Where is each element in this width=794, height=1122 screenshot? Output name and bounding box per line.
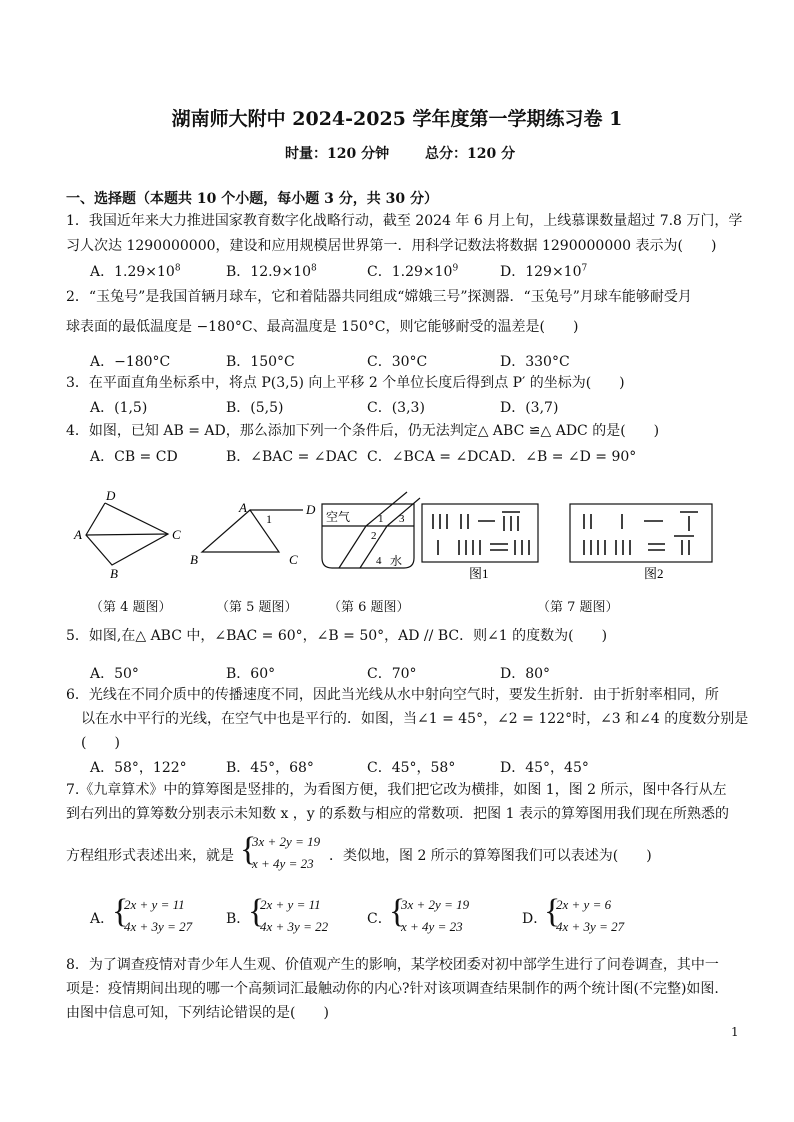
q8-line1: 8．为了调查疫情对青少年人生观、价值观产生的影响，某学校团委对初中部学生进行了问卷调查，其中一 bbox=[66, 957, 719, 973]
q1-option-b: B．$12.9\times 10^8$ bbox=[226, 263, 317, 280]
time-label: 时量：120 分钟 bbox=[285, 146, 390, 162]
q1-line1: 1．我国近年来大力推进国家教育数字化战略行动，截至 2024 年 6 月上旬，上线慕课数量超过 7.8 万门，学 bbox=[66, 213, 743, 229]
q1-option-c: C．$1.29\times 10^9$ bbox=[367, 263, 459, 280]
fig4-label-a: A bbox=[74, 527, 82, 542]
fig6-angle-4: 4 bbox=[376, 555, 382, 567]
fig7-figure1-rods bbox=[422, 504, 538, 562]
q7-option-d-brace: { bbox=[544, 893, 561, 930]
q2-line2: 球表面的最低温度是 −180°C、最高温度是 150°C，则它能够耐受的温差是( ) bbox=[66, 319, 579, 335]
fig7-label-1: 图1 bbox=[469, 566, 489, 581]
fig4-label-b: B bbox=[110, 566, 118, 581]
fig6-angle-1: 1 bbox=[378, 513, 384, 525]
q7-line1: 7.《九章算术》中的算筹图是竖排的，为看图方便，我们把它改为横排，如图 1，图 2 所示，图中各行从左 bbox=[66, 782, 727, 798]
q7-option-a-eq1: 2x + y = 11 bbox=[124, 897, 185, 912]
q6-option-d: D．45°，45° bbox=[500, 760, 589, 776]
q7-line3b: ．类似地，图 2 所示的算筹图我们可以表述为( ) bbox=[329, 848, 652, 864]
q7-option-d-eq2: 4x + 3y = 27 bbox=[556, 919, 625, 934]
q5-option-c: C．70° bbox=[367, 666, 417, 682]
q7-option-b-eq2: 4x + 3y = 22 bbox=[260, 919, 329, 934]
q6-line3: ( ) bbox=[81, 735, 120, 751]
fig4-label-c: C bbox=[172, 527, 181, 542]
q2-option-c: C．30°C bbox=[367, 354, 428, 370]
section-heading: 一、选择题（本题共 10 个小题，每小题 3 分，共 30 分） bbox=[66, 191, 438, 207]
fig5-label-a: A bbox=[239, 500, 247, 515]
figures-row bbox=[60, 484, 740, 584]
q3-option-b: B．(5,5) bbox=[226, 400, 284, 416]
q7-main-brace: { bbox=[240, 831, 257, 868]
q7-option-a-eq2: 4x + 3y = 27 bbox=[124, 919, 193, 934]
q7-line2: 到右列出的算筹数分别表示未知数 x ，y 的系数与相应的常数项．把图 1 表示的算筹图用我们现在所熟悉的 bbox=[66, 806, 729, 822]
fig5-label-b: B bbox=[190, 552, 198, 567]
fig4-label-d: D bbox=[106, 488, 116, 503]
q7-option-d-eq1: 2x + y = 6 bbox=[556, 897, 612, 912]
q4-line1: 4．如图，已知 AB = AD，那么添加下列一个条件后，仍无法判定△ ABC ≌△ ADC 的是( ) bbox=[66, 423, 660, 439]
fig7-figure2-rods bbox=[570, 504, 712, 562]
q1-line2: 习人次达 1290000000，建设和应用规模居世界第一．用科学记数法将数据 1290000000 表示为( ) bbox=[66, 238, 717, 254]
q4-option-a: A．CB = CD bbox=[90, 449, 178, 465]
q7-option-c-eq1: 3x + 2y = 19 bbox=[401, 897, 470, 912]
fig7-label-2: 图2 bbox=[644, 566, 664, 581]
q5-option-b: B．60° bbox=[226, 666, 276, 682]
fig5-label-c: C bbox=[289, 552, 298, 567]
fig4-kite bbox=[86, 503, 168, 565]
q6-line1: 6．光线在不同介质中的传播速度不同，因此当光线从水中射向空气时，要发生折射．由于折射率相同，所 bbox=[66, 687, 719, 703]
page-number: 1 bbox=[731, 1025, 739, 1039]
q7-option-c-label: C． bbox=[367, 911, 392, 927]
caption-fig5: （第 5 题图） bbox=[216, 600, 298, 615]
q6-option-c: C．45°，58° bbox=[367, 760, 456, 776]
q2-option-a: A．−180°C bbox=[90, 354, 171, 370]
fig5-label-d: D bbox=[306, 502, 316, 517]
q7-option-d-label: D． bbox=[522, 911, 548, 927]
q3-option-a: A．(1,5) bbox=[90, 400, 148, 416]
q7-option-b-label: B． bbox=[226, 911, 251, 927]
q4-option-d: D．∠B = ∠D = 90° bbox=[500, 449, 637, 465]
q6-option-a: A．58°，122° bbox=[90, 760, 187, 776]
q7-option-b-brace: { bbox=[248, 893, 265, 930]
fig6-angle-3: 3 bbox=[399, 513, 405, 525]
q5-option-a: A．50° bbox=[90, 666, 139, 682]
q5-option-d: D．80° bbox=[500, 666, 551, 682]
q8-line2: 项是：疫情期间出现的哪一个高频词汇最触动你的内心?针对该项调查结果制作的两个统计图(不完整)如图. bbox=[66, 981, 719, 997]
q2-option-d: D．330°C bbox=[500, 354, 570, 370]
fig6-angle-2: 2 bbox=[371, 530, 377, 542]
q7-option-c-brace: { bbox=[389, 893, 406, 930]
q3-option-d: D．(3,7) bbox=[500, 400, 559, 416]
caption-fig6: （第 6 题图） bbox=[328, 600, 410, 615]
fig6-water-label: 水 bbox=[390, 554, 403, 568]
q1-option-a: A．$1.29\times 10^8$ bbox=[90, 263, 181, 280]
q7-option-a-label: A． bbox=[90, 911, 115, 927]
q2-line1: 2．“玉兔号”是我国首辆月球车，它和着陆器共同组成“嫦娥三号”探测器．“玉兔号”月球车能够耐受月 bbox=[66, 289, 692, 305]
q4-option-b: B．∠BAC = ∠DAC bbox=[226, 449, 358, 465]
score-label: 总分：120 分 bbox=[425, 146, 516, 162]
q7-main-eq2: x + 4y = 23 bbox=[252, 856, 314, 871]
q6-option-b: B．45°，68° bbox=[226, 760, 314, 776]
caption-fig4: （第 4 题图） bbox=[90, 600, 172, 615]
q5-line1: 5．如图,在△ ABC 中，∠BAC = 60°，∠B = 50°，AD // BC．则∠1 的度数为( ) bbox=[66, 628, 608, 644]
q2-option-b: B．150°C bbox=[226, 354, 295, 370]
q6-line2: 以在水中平行的光线，在空气中也是平行的．如图，当∠1 = 45°，∠2 = 122°时，∠3 和∠4 的度数分别是 bbox=[81, 711, 749, 727]
fig5-triangle bbox=[202, 510, 303, 552]
q3-option-c: C．(3,3) bbox=[367, 400, 425, 416]
fig5-angle-1: 1 bbox=[266, 512, 272, 526]
caption-fig7: （第 7 题图） bbox=[537, 600, 619, 615]
q7-option-a-brace: { bbox=[112, 893, 129, 930]
q7-line3a: 方程组形式表述出来，就是 bbox=[66, 848, 234, 864]
fig6-air-label: 空气 bbox=[326, 510, 351, 524]
q7-main-eq1: 3x + 2y = 19 bbox=[252, 834, 321, 849]
q8-line3: 由图中信息可知，下列结论错误的是( ) bbox=[66, 1005, 329, 1021]
q7-option-c-eq2: x + 4y = 23 bbox=[401, 919, 463, 934]
page-title: 湖南师大附中 2024-2025 学年度第一学期练习卷 1 bbox=[171, 108, 623, 130]
q3-line1: 3．在平面直角坐标系中，将点 P(3,5) 向上平移 2 个单位长度后得到点 P′ 的坐标为( ) bbox=[66, 375, 625, 391]
q7-option-b-eq1: 2x + y = 11 bbox=[260, 897, 321, 912]
q4-option-c: C．∠BCA = ∠DCA bbox=[367, 449, 500, 465]
q1-option-d: D．$129\times 10^7$ bbox=[500, 263, 588, 280]
